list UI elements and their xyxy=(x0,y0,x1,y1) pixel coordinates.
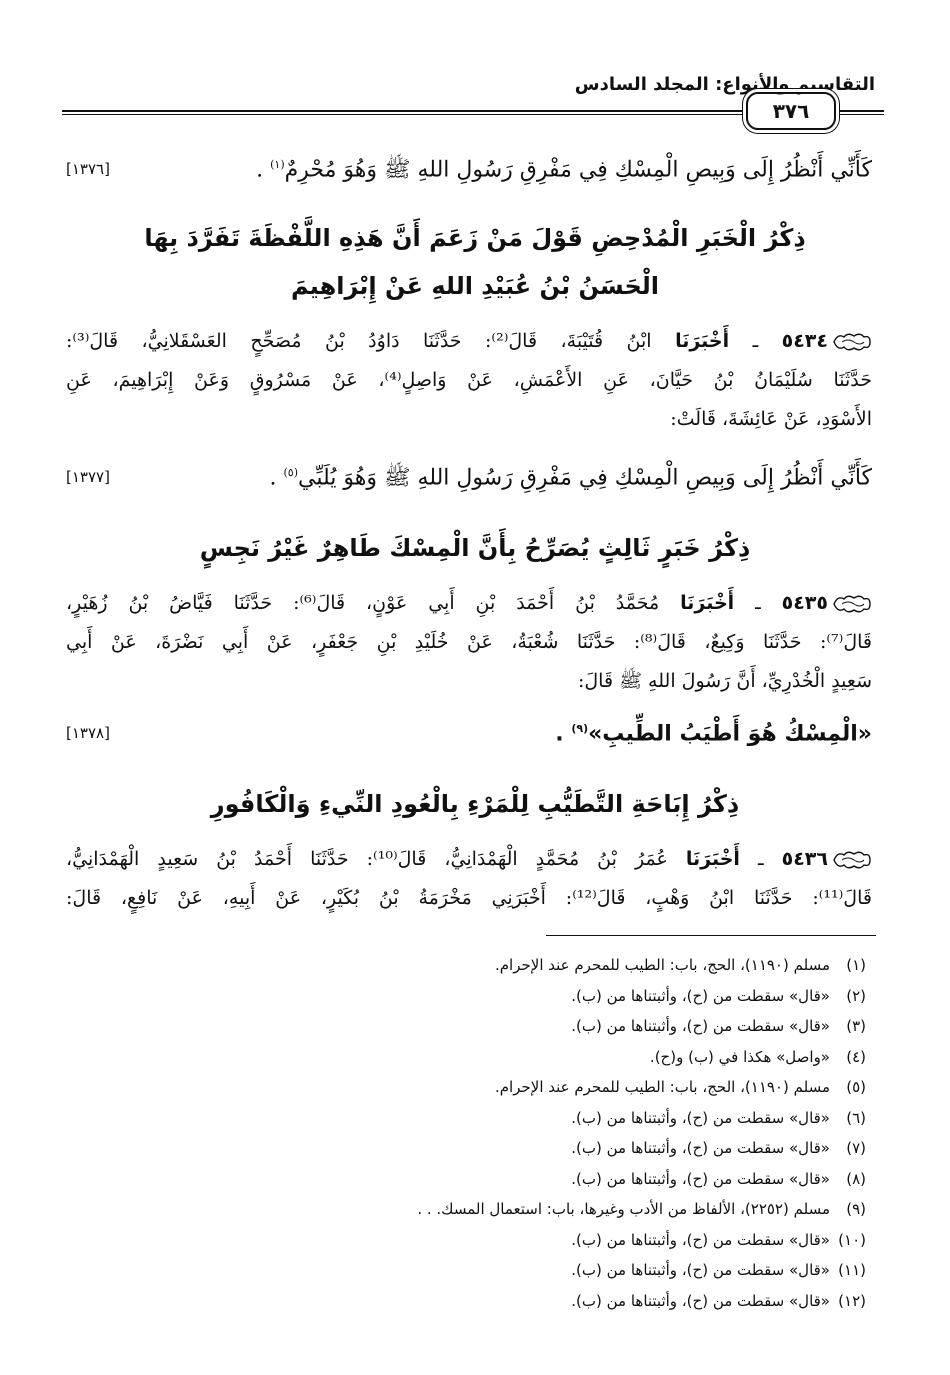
footnote-item xyxy=(495,955,866,975)
hadith-isnad-line: ٥٤٣٥ ـ أَخْبَرَنَا مُحَمَّدُ بْنُ أَحْمَدَ بْنِ أَبِي عَوْنٍ، قَالَ⁽⁶⁾: حَدَّثَنَا فَيَّاضُ بْنُ زُهَيْرٍ، xyxy=(66,588,872,618)
akhbarana-label: أَخْبَرَنَا xyxy=(680,592,735,614)
footnote-text: «واصل» هكذا في (ب) و(ح). xyxy=(649,1047,830,1066)
footnote-item xyxy=(417,1199,866,1219)
chapter-heading: الْحَسَنُ بْنُ عُبَيْدِ اللهِ عَنْ إِبْرَاهِيمَ xyxy=(290,272,660,300)
footnote-text: «قال» سقطت من (ح)، وأثبتناها من (ب). xyxy=(571,1139,830,1157)
akhbarana-label: أَخْبَرَنَا xyxy=(675,330,730,352)
footnote-item xyxy=(495,1077,866,1097)
hadith-ref-number: [١٣٧٨] xyxy=(66,724,110,742)
header-rule xyxy=(62,114,746,115)
chapter-heading: ذِكْرُ الْخَبَرِ الْمُدْحِضِ قَوْلَ مَنْ زَعَمَ أَنَّ هَذِهِ اللَّفْظَةَ تَفَرَّدَ بِهَا xyxy=(144,224,806,252)
footnote-text: مسلم (٢٢٥٢)، الألفاظ من الأدب وغيرها، باب: استعمال المسك. . . xyxy=(417,1200,830,1218)
header-rule xyxy=(62,110,746,112)
footnote-number: (٣) xyxy=(846,1017,866,1035)
hadith-isnad-line: حَدَّثَنَا سُلَيْمَانُ بْنُ حَيَّانَ، عَنِ الأَعْمَشِ، عَنْ وَاصِلٍ⁽⁴⁾، عَنْ مَسْرُوقٍ وَعَنْ إِبْرَاهِيمَ، عَنِ xyxy=(66,369,872,391)
footnote-number: (٤) xyxy=(846,1047,866,1066)
footnote-item xyxy=(571,1291,866,1311)
hadith-number: ٥٤٣٥ xyxy=(781,592,828,614)
footnote-item xyxy=(571,1138,866,1158)
hadith-isnad-line: ٥٤٣٦ ـ أَخْبَرَنَا عُمَرُ بْنُ مُحَمَّدٍ الْهَمْدَانِيُّ، قَالَ⁽¹⁰⁾: حَدَّثَنَا أَحْمَدُ بْنُ سَعِيدٍ الْهَمْدَانِيُّ، xyxy=(66,844,872,874)
matn-line: كَأَنِّي أَنْظُرُ إِلَى وَبِيصِ الْمِسْكِ فِي مَفْرِقِ رَسُولِ اللهِ ﷺ وَهُوَ يُلَبِّي$^{(٥)}$ . xyxy=(269,465,872,491)
matn-line: «الْمِسْكُ هُوَ أَطْيَبُ الطِّيبِ»$^{(٩)}$ . xyxy=(555,721,872,747)
running-header-title: التقاسيم والأنواع: المجلد السادس xyxy=(574,74,875,95)
footnote-item xyxy=(571,986,866,1006)
footnote-number: (٢) xyxy=(846,986,866,1005)
footnote-number: (١١) xyxy=(838,1261,866,1279)
footnote-separator xyxy=(546,935,876,936)
akhbarana-label: أَخْبَرَنَا xyxy=(685,848,740,870)
hadith-isnad-line: قَالَ⁽¹¹⁾: حَدَّثَنَا ابْنُ وَهْبٍ، قَالَ⁽¹²⁾: أَخْبَرَنِي مَخْرَمَةُ بْنُ بُكَيْرٍ، عَنْ أَبِيهِ، عَنْ نَافِعٍ، قَالَ: xyxy=(66,887,872,909)
footnote-item xyxy=(571,1260,866,1280)
footnote-number: (١٠) xyxy=(838,1230,866,1249)
matn-line: كَأَنِّي أَنْظُرُ إِلَى وَبِيصِ الْمِسْكِ فِي مَفْرِقِ رَسُولِ اللهِ ﷺ وَهُوَ مُحْرِمٌ$^{(١)}$ . xyxy=(256,157,872,183)
chapter-heading: ذِكْرُ خَبَرٍ ثَالِثٍ يُصَرِّحُ بِأَنَّ الْمِسْكَ طَاهِرٌ غَيْرُ نَجِسٍ xyxy=(199,534,751,562)
footnote-number: (٥) xyxy=(846,1078,866,1096)
footnote-text: «قال» سقطت من (ح)، وأثبتناها من (ب). xyxy=(571,1291,830,1310)
hadith-isnad-line: الأَسْوَدِ، عَنْ عَائِشَةَ، قَالَتْ: xyxy=(670,408,872,430)
footnote-text: مسلم (١١٩٠)، الحج، باب: الطيب للمحرم عند الإحرام. xyxy=(495,956,830,974)
page-number: ٣٧٦ xyxy=(746,92,836,130)
footnote-item xyxy=(650,1047,866,1067)
isnad-text: مُحَمَّدُ بْنُ أَحْمَدَ بْنِ أَبِي عَوْنٍ، قَالَ⁽⁶⁾: حَدَّثَنَا فَيَّاضُ بْنُ زُهَيْرٍ، xyxy=(66,592,660,614)
footnote-text: «قال» سقطت من (ح)، وأثبتناها من (ب). xyxy=(571,1108,830,1127)
footnote-number: (٩) xyxy=(846,1200,866,1218)
isnad-text: ابْنُ قُتَيْبَةَ، قَالَ⁽²⁾: حَدَّثَنَا دَاوُدُ بْنُ مُصَحِّحٍ العَسْقَلانِيُّ، قَالَ⁽³⁾: xyxy=(66,330,652,352)
hadith-isnad-line: ٥٤٣٤ ـ أَخْبَرَنَا ابْنُ قُتَيْبَةَ، قَالَ⁽²⁾: حَدَّثَنَا دَاوُدُ بْنُ مُصَحِّحٍ العَسْقَلانِيُّ، قَالَ⁽³⁾: xyxy=(66,326,872,356)
footnote-text: «قال» سقطت من (ح)، وأثبتناها من (ب). xyxy=(571,1261,830,1279)
footnote-item xyxy=(571,1016,866,1036)
matn-text: «الْمِسْكُ هُوَ أَطْيَبُ الطِّيبِ» xyxy=(588,721,872,747)
hadith-ornament-icon xyxy=(832,593,872,615)
footnote-text: «قال» سقطت من (ح)، وأثبتناها من (ب). xyxy=(571,986,830,1005)
footnote-marker: (١) xyxy=(270,158,285,171)
hadith-isnad-line: سَعِيدٍ الْخُدْرِيِّ، أَنَّ رَسُولَ اللهِ ﷺ قَالَ: xyxy=(577,670,872,692)
hadith-isnad-line: قَالَ⁽⁷⁾: حَدَّثَنَا وَكِيعٌ، قَالَ⁽⁸⁾: حَدَّثَنَا شُعْبَةُ، عَنْ خُلَيْدِ بْنِ جَعْفَرٍ، عَنْ أَبِي نَضْرَةَ، عَنْ أَبِي xyxy=(66,631,872,653)
footnote-number: (١٢) xyxy=(838,1291,866,1310)
chapter-heading: ذِكْرُ إِبَاحَةِ التَّطَيُّبِ لِلْمَرْءِ بِالْعُودِ النِّيءِ وَالْكَافُورِ xyxy=(210,790,740,818)
footnote-number: (٨) xyxy=(846,1169,866,1188)
footnote-number: (٧) xyxy=(846,1139,866,1157)
hadith-ornament-icon xyxy=(832,849,872,871)
footnote-item xyxy=(571,1230,866,1250)
footnote-marker: (٥) xyxy=(283,466,298,479)
hadith-number: ٥٤٣٤ xyxy=(781,330,828,352)
hadith-ref-number: [١٣٧٦] xyxy=(66,160,110,178)
isnad-text: عُمَرُ بْنُ مُحَمَّدٍ الْهَمْدَانِيُّ، قَالَ⁽¹⁰⁾: حَدَّثَنَا أَحْمَدُ بْنُ سَعِيدٍ الْهَمْدَانِيُّ، xyxy=(66,848,668,870)
footnote-marker: (٩) xyxy=(571,722,589,735)
hadith-ornament-icon xyxy=(832,331,872,353)
footnote-number: (١) xyxy=(846,956,866,974)
hadith-ref-number: [١٣٧٧] xyxy=(66,468,110,486)
footnote-item xyxy=(571,1108,866,1128)
matn-text: كَأَنِّي أَنْظُرُ إِلَى وَبِيصِ الْمِسْكِ فِي مَفْرِقِ رَسُولِ اللهِ ﷺ وَهُوَ يُلَبِّي xyxy=(298,465,872,491)
footnote-number: (٦) xyxy=(846,1108,866,1127)
footnote-item xyxy=(571,1169,866,1189)
header-rule xyxy=(834,114,884,115)
footnote-text: مسلم (١١٩٠)، الحج، باب: الطيب للمحرم عند الإحرام. xyxy=(495,1078,830,1096)
footnote-text: «قال» سقطت من (ح)، وأثبتناها من (ب). xyxy=(571,1169,830,1188)
footnote-text: «قال» سقطت من (ح)، وأثبتناها من (ب). xyxy=(571,1017,830,1035)
footnote-text: «قال» سقطت من (ح)، وأثبتناها من (ب). xyxy=(571,1230,830,1249)
header-rule xyxy=(834,110,884,112)
matn-text: كَأَنِّي أَنْظُرُ إِلَى وَبِيصِ الْمِسْكِ فِي مَفْرِقِ رَسُولِ اللهِ ﷺ وَهُوَ مُحْرِمٌ xyxy=(284,157,872,183)
hadith-number: ٥٤٣٦ xyxy=(781,848,828,870)
